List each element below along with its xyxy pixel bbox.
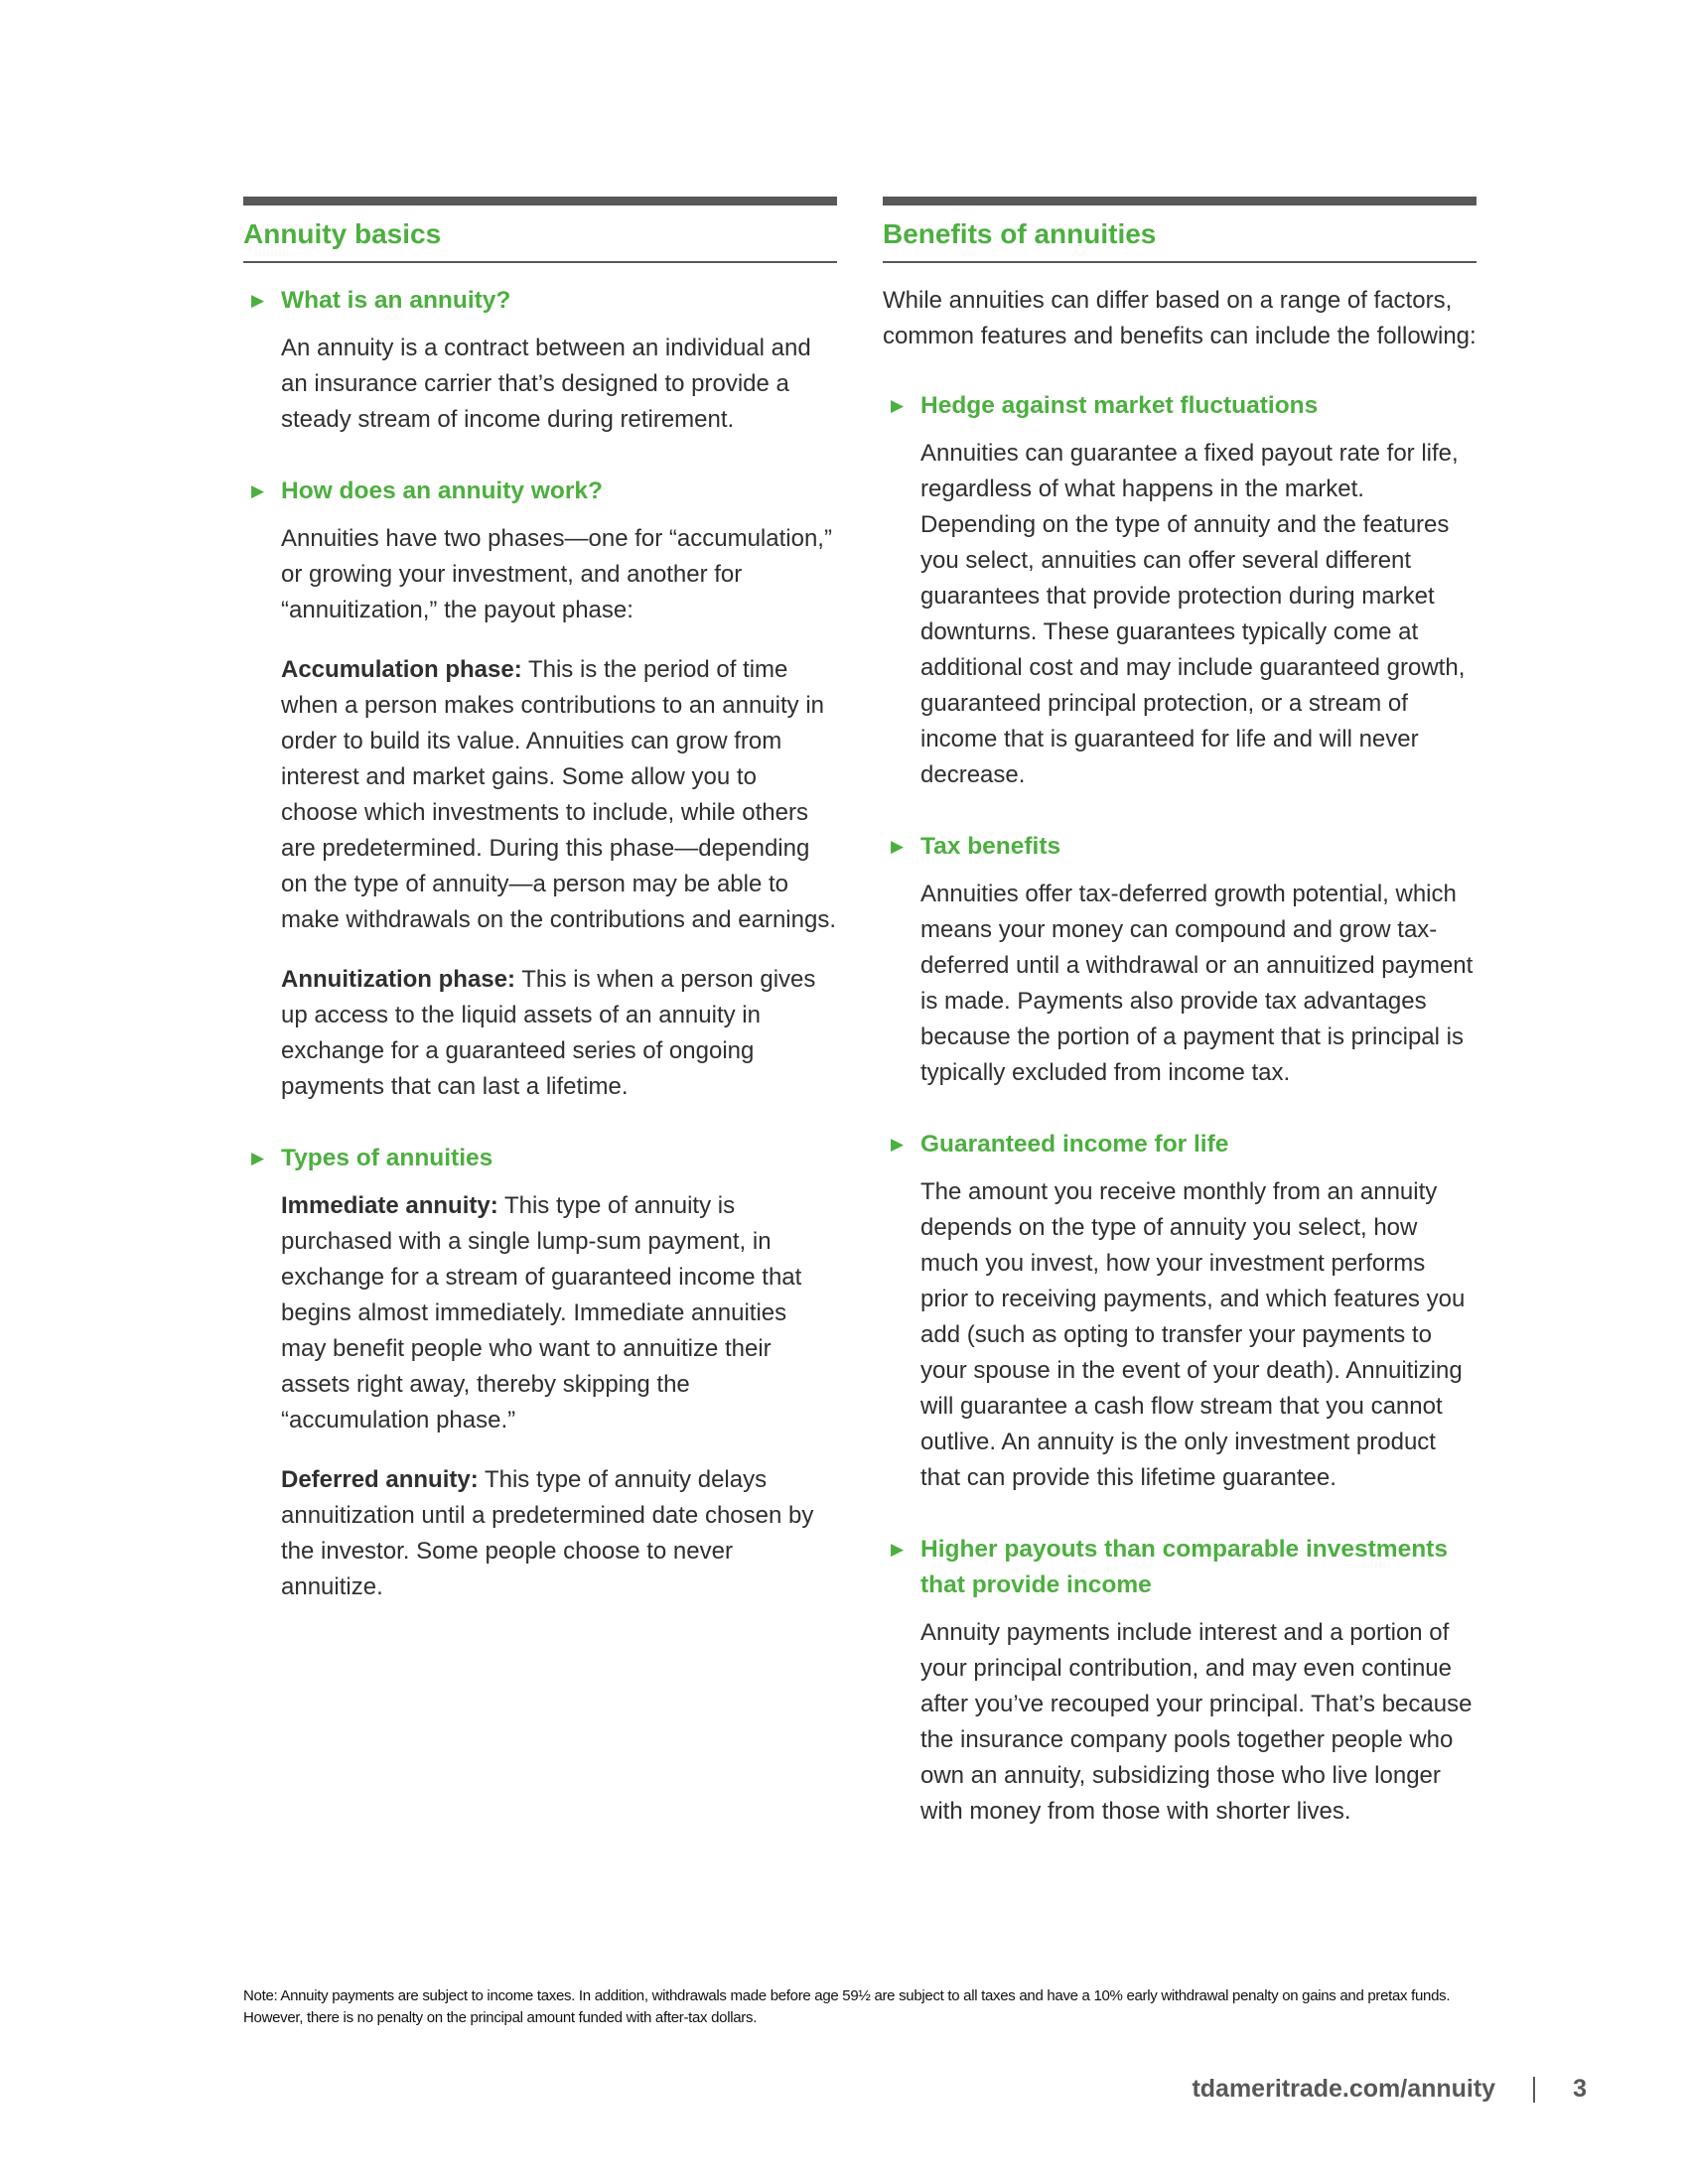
paragraph (920, 436, 1477, 793)
term-label: Accumulation phase: (281, 656, 522, 683)
caret-right-icon: ▶ (251, 481, 265, 500)
caret-right-icon: ▶ (891, 1135, 905, 1154)
topic-body (243, 1188, 837, 1605)
topic-title: Hedge against market fluctuations (920, 392, 1319, 419)
term-label: Immediate annuity: (281, 1192, 498, 1219)
section-header-annuity-basics (243, 197, 837, 263)
topic-higher-payouts (883, 1532, 1477, 1830)
paragraph-text: Annuities can guarantee a fixed payout rate for life, regardless of what happens in the market. Depending on the type of annuity and the features you select, annuities can offer several different guarantees that provide protection during market downturns. These guarantees typically come at additional cost and may include guaranteed growth, guaranteed principal protection, or a stream of income that is guaranteed for life and will never decrease. (920, 440, 1466, 788)
paragraph (920, 1615, 1477, 1830)
paragraph-annuitization-phase (281, 962, 837, 1105)
topic-body (883, 1174, 1477, 1496)
paragraph-text: Annuities offer tax-deferred growth potential, which means your money can compound and grow tax-deferred until a withdrawal or an annuitized payment is made. Payments also provide tax advantages because the portion of a payment that is principal is typically excluded from income tax. (920, 881, 1474, 1086)
caret-right-icon: ▶ (891, 396, 905, 415)
paragraph-text: Annuities have two phases—one for “accumulation,” or growing your investment, and another for “annuitization,” the payout phase: (281, 525, 832, 623)
topic-title: Higher payouts than comparable investments that provide income (920, 1536, 1448, 1598)
caret-right-icon: ▶ (891, 1540, 905, 1559)
paragraph-text: This type of annuity is purchased with a single lump-sum payment, in exchange for a stream of guaranteed income that begins almost immediately. Immediate annuities may benefit people who want to annuitize their assets right away, thereby skipping the “accumulation phase.” (281, 1192, 802, 1433)
page-footer (1192, 2075, 1587, 2104)
topic-body (243, 521, 837, 1105)
topic-title: Types of annuities (281, 1145, 493, 1171)
paragraph-text: This is the period of time when a person makes contributions to an annuity in order to build its value. Annuities can grow from interest and market gains. Some allow you to choose which investments to include, while others are predetermined. During this phase—depending on the type of annuity—a person may be able to make withdrawals on the contributions and earnings. (281, 656, 836, 933)
footnote: Note: Annuity payments are subject to income taxes. In addition, withdrawals made before age 59½ are subject to all taxes and have a 10% early withdrawal penalty on gains and pretax funds. However, there is no penalty on the principal amount funded with after-tax dollars. (243, 1987, 1451, 2026)
paragraph-text: An annuity is a contract between an individual and an insurance carrier that’s designed to provide a steady stream of income during retirement. (281, 335, 811, 433)
topic-heading (243, 1141, 837, 1176)
section-header-benefits-of-annuities (883, 197, 1477, 263)
topic-title: Tax benefits (920, 833, 1061, 860)
topic-body (883, 436, 1477, 793)
paragraph (281, 331, 837, 438)
section-title: Annuity basics (243, 218, 442, 249)
paragraph-text: The amount you receive monthly from an annuity depends on the type of annuity you select, how much you invest, how your investment performs prior to receiving payments, and which features you add (such as opting to transfer your payments to your spouse in the event of your death). Annuitizing will guarantee a cash flow stream that you cannot outlive. An annuity is the only investment product that can provide this lifetime guarantee. (920, 1178, 1466, 1491)
footer-url[interactable]: tdameritrade.com/annuity (1192, 2075, 1496, 2103)
left-column (243, 197, 837, 1641)
topic-what-is-an-annuity (243, 283, 837, 438)
topic-how-does-an-annuity-work (243, 474, 837, 1105)
page-number: 3 (1573, 2075, 1587, 2103)
topic-body (883, 1615, 1477, 1830)
caret-right-icon: ▶ (891, 837, 905, 856)
topic-types-of-annuities (243, 1141, 837, 1605)
topic-heading (883, 1532, 1477, 1603)
paragraph-deferred-annuity (281, 1462, 837, 1605)
topic-body (883, 877, 1477, 1091)
caret-right-icon: ▶ (251, 1149, 265, 1167)
topic-heading (243, 474, 837, 509)
paragraph-text: Annuity payments include interest and a portion of your principal contribution, and may even continue after you’ve recouped your principal. That’s because the insurance company pools together people who own an annuity, subsidizing those who live longer with money from those with shorter lives. (920, 1619, 1473, 1825)
paragraph (920, 877, 1477, 1091)
paragraph (920, 1174, 1477, 1496)
paragraph-text: This type of annuity delays annuitization until a predetermined date chosen by the investor. Some people choose to never annuitize. (281, 1466, 814, 1600)
term-label: Deferred annuity: (281, 1466, 479, 1493)
term-label: Annuitization phase: (281, 966, 515, 993)
topic-heading (883, 1127, 1477, 1162)
caret-right-icon: ▶ (251, 291, 265, 310)
paragraph-immediate-annuity (281, 1188, 837, 1438)
topic-heading (243, 283, 837, 319)
topic-heading (883, 388, 1477, 424)
paragraph (281, 521, 837, 628)
paragraph-accumulation-phase (281, 652, 837, 938)
topic-hedge-against-market-fluctuations (883, 388, 1477, 793)
paragraph-text: This is when a person gives up access to the liquid assets of an annuity in exchange for a guaranteed series of ongoing payments that can last a lifetime. (281, 966, 816, 1100)
topic-title: What is an annuity? (281, 287, 511, 314)
right-column (883, 197, 1477, 1865)
intro-paragraph: While annuities can differ based on a range of factors, common features and benefits can include the following: (883, 287, 1477, 349)
topic-title: Guaranteed income for life (920, 1131, 1229, 1158)
topic-heading (883, 829, 1477, 865)
section-title: Benefits of annuities (883, 218, 1157, 249)
topic-title: How does an annuity work? (281, 478, 603, 504)
topic-tax-benefits (883, 829, 1477, 1091)
footer-divider (1533, 2077, 1535, 2103)
topic-body (243, 331, 837, 438)
topic-guaranteed-income-for-life (883, 1127, 1477, 1496)
